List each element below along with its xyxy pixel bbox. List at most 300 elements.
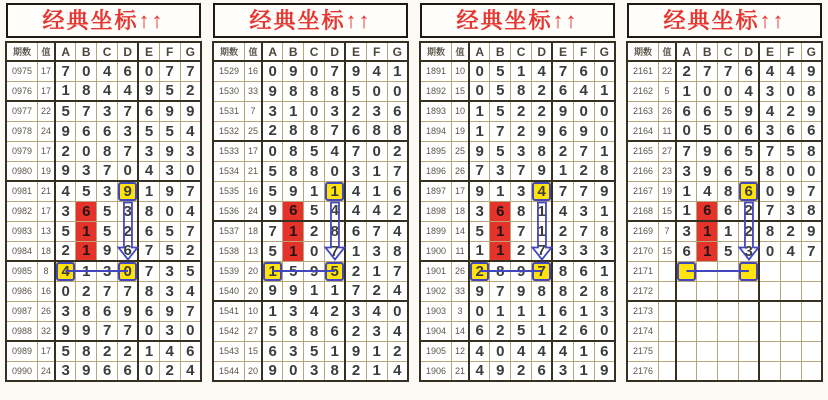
digit-cell: 4 xyxy=(345,181,366,201)
digit-cell: 1 xyxy=(676,181,697,201)
digit-cell: 7 xyxy=(55,61,76,81)
digit-cell: 5 xyxy=(159,121,180,141)
period-cell: 0988 xyxy=(6,321,38,341)
digit-cell: 2 xyxy=(180,241,201,261)
digit-cell: 2 xyxy=(345,321,366,341)
digit-cell: 2 xyxy=(780,221,801,241)
digit-cell: 1 xyxy=(138,181,159,201)
digit-cell: 0 xyxy=(180,161,201,181)
digit-cell: 0 xyxy=(801,161,822,181)
digit-cell xyxy=(780,261,801,281)
period-cell: 1894 xyxy=(420,121,452,141)
digit-cell xyxy=(759,341,780,361)
digit-cell: 9 xyxy=(573,121,594,141)
table-row xyxy=(213,341,408,361)
table-row xyxy=(627,201,822,221)
digit-cell: 1 xyxy=(325,281,346,301)
digit-cell: 3 xyxy=(469,201,490,221)
period-cell: 2162 xyxy=(627,81,659,101)
digit-cell xyxy=(759,301,780,321)
digit-cell: 2 xyxy=(552,221,573,241)
digit-cell: 5 xyxy=(55,221,76,241)
digit-cell: 6 xyxy=(718,161,739,181)
digit-cell xyxy=(739,321,760,341)
value-cell: 17 xyxy=(452,181,470,201)
digit-cell: 9 xyxy=(304,261,325,281)
column-header: E xyxy=(552,42,573,61)
digit-cell: 7 xyxy=(262,221,283,241)
value-cell: 17 xyxy=(38,201,56,221)
digit-cell: 0 xyxy=(55,281,76,301)
value-cell: 24 xyxy=(38,121,56,141)
digit-cell: 0 xyxy=(76,61,97,81)
digit-cell: 5 xyxy=(718,241,739,261)
digit-cell: 8 xyxy=(283,161,304,181)
period-cell: 1530 xyxy=(213,81,245,101)
highlight-red-cell: 1 xyxy=(76,221,97,241)
highlight-yellow-cell: 1 xyxy=(325,181,346,201)
digit-cell: 0 xyxy=(304,101,325,121)
table-row xyxy=(6,221,201,241)
table-row xyxy=(627,181,822,201)
digit-cell: 7 xyxy=(387,161,408,181)
digit-cell: 2 xyxy=(118,341,139,361)
digit-cell: 7 xyxy=(573,181,594,201)
digit-cell: 1 xyxy=(345,241,366,261)
period-cell: 2175 xyxy=(627,341,659,361)
digit-cell: 0 xyxy=(387,81,408,101)
digit-cell: 6 xyxy=(718,201,739,221)
digit-cell: 4 xyxy=(532,61,553,81)
value-cell: 21 xyxy=(452,361,470,381)
digit-cell: 1 xyxy=(573,361,594,381)
table-row xyxy=(213,301,408,321)
digit-cell: 1 xyxy=(304,181,325,201)
digit-cell: 6 xyxy=(387,101,408,121)
digit-cell: 5 xyxy=(76,181,97,201)
digit-cell: 3 xyxy=(159,281,180,301)
digit-cell: 0 xyxy=(594,61,615,81)
period-cell: 0985 xyxy=(6,261,38,281)
table-row xyxy=(6,321,201,341)
digit-cell xyxy=(801,361,822,381)
digit-cell: 9 xyxy=(469,181,490,201)
digit-cell: 1 xyxy=(366,161,387,181)
period-cell: 2171 xyxy=(627,261,659,281)
digit-cell: 2 xyxy=(366,281,387,301)
digit-cell: 7 xyxy=(76,101,97,121)
digit-cell: 2 xyxy=(76,281,97,301)
panel-title: 经典坐标↑↑ xyxy=(420,3,615,38)
digit-cell: 0 xyxy=(759,241,780,261)
digit-cell: 2 xyxy=(552,141,573,161)
digit-cell: 2 xyxy=(532,101,553,121)
digit-cell: 4 xyxy=(697,181,718,201)
column-header: E xyxy=(138,42,159,61)
digit-cell: 1 xyxy=(676,201,697,221)
digit-cell: 4 xyxy=(180,361,201,381)
column-header: C xyxy=(511,42,532,61)
value-cell: 20 xyxy=(245,281,263,301)
digit-cell: 0 xyxy=(138,61,159,81)
digit-cell: 4 xyxy=(180,281,201,301)
period-cell: 1539 xyxy=(213,261,245,281)
digit-cell: 9 xyxy=(118,301,139,321)
period-cell: 0986 xyxy=(6,281,38,301)
digit-cell: 0 xyxy=(262,141,283,161)
digit-cell: 4 xyxy=(180,121,201,141)
digit-cell: 1 xyxy=(511,301,532,321)
digit-cell: 9 xyxy=(697,161,718,181)
digit-cell: 1 xyxy=(490,301,511,321)
highlight-yellow-cell: 6 xyxy=(739,181,760,201)
digit-cell: 6 xyxy=(552,81,573,101)
digit-cell: 6 xyxy=(469,321,490,341)
table-row xyxy=(627,161,822,181)
period-cell: 0977 xyxy=(6,101,38,121)
period-cell: 0975 xyxy=(6,61,38,81)
digit-cell xyxy=(718,301,739,321)
digit-cell: 0 xyxy=(304,241,325,261)
digit-cell: 6 xyxy=(97,301,118,321)
period-cell: 2164 xyxy=(627,121,659,141)
digit-cell xyxy=(697,341,718,361)
value-cell: 10 xyxy=(452,61,470,81)
digit-cell: 4 xyxy=(118,81,139,101)
digit-cell xyxy=(759,361,780,381)
digit-cell: 5 xyxy=(55,101,76,121)
digit-cell: 1 xyxy=(138,341,159,361)
highlight-red-cell: 6 xyxy=(283,201,304,221)
digit-cell: 9 xyxy=(801,101,822,121)
table-row xyxy=(627,221,822,241)
column-header: B xyxy=(76,42,97,61)
digit-cell: 5 xyxy=(138,121,159,141)
digit-cell xyxy=(780,281,801,301)
digit-cell xyxy=(676,281,697,301)
period-cell: 1892 xyxy=(420,81,452,101)
digit-cell: 7 xyxy=(676,141,697,161)
value-cell: 8 xyxy=(38,261,56,281)
highlight-yellow-cell xyxy=(676,261,697,281)
digit-cell: 4 xyxy=(138,161,159,181)
digit-cell: 1 xyxy=(469,241,490,261)
digit-cell: 8 xyxy=(387,241,408,261)
digit-cell: 6 xyxy=(801,121,822,141)
table-row xyxy=(420,221,615,241)
digit-cell: 2 xyxy=(573,161,594,181)
highlight-red-cell: 1 xyxy=(697,221,718,241)
highlight-red-cell: 6 xyxy=(697,201,718,221)
digit-cell: 4 xyxy=(552,341,573,361)
table-row xyxy=(420,341,615,361)
digit-cell: 3 xyxy=(118,201,139,221)
digit-cell: 6 xyxy=(594,341,615,361)
highlight-yellow-cell: 2 xyxy=(469,261,490,281)
value-cell: 17 xyxy=(38,341,56,361)
digit-cell xyxy=(676,321,697,341)
digit-cell: 7 xyxy=(118,101,139,121)
period-cell: 0984 xyxy=(6,241,38,261)
digit-cell: 3 xyxy=(118,121,139,141)
digit-cell: 6 xyxy=(325,321,346,341)
digit-cell: 0 xyxy=(262,61,283,81)
digit-cell: 9 xyxy=(801,221,822,241)
digit-cell: 7 xyxy=(573,221,594,241)
digit-cell: 8 xyxy=(511,201,532,221)
column-header: C xyxy=(97,42,118,61)
table-row xyxy=(6,341,201,361)
digit-cell: 6 xyxy=(532,361,553,381)
digit-cell: 3 xyxy=(97,101,118,121)
column-header: G xyxy=(387,42,408,61)
value-cell: 20 xyxy=(245,361,263,381)
digit-cell: 4 xyxy=(345,201,366,221)
digit-cell: 3 xyxy=(676,161,697,181)
digit-cell: 7 xyxy=(552,181,573,201)
table-row xyxy=(420,121,615,141)
column-header: 值 xyxy=(452,42,470,61)
value-cell: 22 xyxy=(38,101,56,121)
column-header: A xyxy=(55,42,76,61)
digit-cell: 7 xyxy=(138,241,159,261)
highlight-red-cell: 6 xyxy=(76,201,97,221)
period-cell: 2176 xyxy=(627,361,659,381)
digit-cell: 3 xyxy=(283,341,304,361)
digit-cell: 2 xyxy=(180,81,201,101)
digit-cell: 5 xyxy=(490,141,511,161)
table-row xyxy=(213,121,408,141)
column-header: B xyxy=(697,42,718,61)
digit-cell: 5 xyxy=(159,241,180,261)
period-cell: 2165 xyxy=(627,141,659,161)
digit-cell: 4 xyxy=(55,181,76,201)
panel-title: 经典坐标↑↑ xyxy=(6,3,201,38)
digit-cell: 8 xyxy=(801,201,822,221)
digit-cell xyxy=(718,361,739,381)
column-header: G xyxy=(180,42,201,61)
digit-cell: 7 xyxy=(759,201,780,221)
value-cell: 13 xyxy=(245,241,263,261)
table-row xyxy=(213,161,408,181)
digit-cell: 2 xyxy=(490,321,511,341)
digit-cell: 7 xyxy=(118,321,139,341)
digit-cell: 7 xyxy=(490,121,511,141)
table-row xyxy=(627,241,822,261)
digit-cell: 8 xyxy=(387,121,408,141)
digit-cell: 9 xyxy=(55,161,76,181)
digit-cell: 2 xyxy=(511,121,532,141)
value-cell: 12 xyxy=(452,341,470,361)
period-cell: 1542 xyxy=(213,321,245,341)
period-cell: 0989 xyxy=(6,341,38,361)
value-cell: 14 xyxy=(452,221,470,241)
digit-cell: 2 xyxy=(676,61,697,81)
digit-cell: 7 xyxy=(97,321,118,341)
table-row xyxy=(627,61,822,81)
period-cell: 1541 xyxy=(213,301,245,321)
digit-cell: 6 xyxy=(780,121,801,141)
digit-cell: 2 xyxy=(345,261,366,281)
digit-cell: 3 xyxy=(552,241,573,261)
digit-cell: 1 xyxy=(532,301,553,321)
digit-cell: 9 xyxy=(180,101,201,121)
digit-cell: 9 xyxy=(159,181,180,201)
digit-cell: 0 xyxy=(780,161,801,181)
digit-cell: 7 xyxy=(552,61,573,81)
digit-cell: 1 xyxy=(718,221,739,241)
digit-cell: 6 xyxy=(345,221,366,241)
table-row xyxy=(420,261,615,281)
digit-cell: 6 xyxy=(138,221,159,241)
digit-cell xyxy=(780,301,801,321)
digit-cell: 7 xyxy=(511,161,532,181)
table-row xyxy=(420,101,615,121)
digit-cell: 4 xyxy=(511,341,532,361)
panel-3 xyxy=(419,3,616,397)
digit-cell: 4 xyxy=(573,81,594,101)
digit-cell: 1 xyxy=(387,61,408,81)
table-row xyxy=(420,201,615,221)
digit-cell: 1 xyxy=(676,81,697,101)
column-header: D xyxy=(325,42,346,61)
digit-cell: 5 xyxy=(180,261,201,281)
period-cell: 2166 xyxy=(627,161,659,181)
digit-cell: 4 xyxy=(366,301,387,321)
digit-cell: 6 xyxy=(552,121,573,141)
column-header: F xyxy=(366,42,387,61)
value-cell: 19 xyxy=(38,161,56,181)
period-cell: 2173 xyxy=(627,301,659,321)
digit-cell: 9 xyxy=(138,81,159,101)
digit-cell: 8 xyxy=(304,321,325,341)
digit-cell: 2 xyxy=(345,101,366,121)
digit-cell: 1 xyxy=(594,81,615,101)
column-header: 期数 xyxy=(213,42,245,61)
digit-cell: 3 xyxy=(97,181,118,201)
table-row xyxy=(6,61,201,81)
digit-cell: 1 xyxy=(594,261,615,281)
digit-cell xyxy=(739,301,760,321)
digit-cell: 0 xyxy=(676,121,697,141)
column-header: C xyxy=(718,42,739,61)
digit-cell: 2 xyxy=(387,201,408,221)
column-header: F xyxy=(780,42,801,61)
period-cell: 1534 xyxy=(213,161,245,181)
table-row xyxy=(6,361,201,381)
value-cell: 15 xyxy=(659,241,677,261)
value-cell: 11 xyxy=(659,121,677,141)
digit-cell: 2 xyxy=(262,121,283,141)
column-header: D xyxy=(739,42,760,61)
table-row xyxy=(420,181,615,201)
digit-cell: 7 xyxy=(118,281,139,301)
period-cell: 2163 xyxy=(627,101,659,121)
digit-cell: 8 xyxy=(283,81,304,101)
digit-cell: 8 xyxy=(552,281,573,301)
digit-cell: 6 xyxy=(573,61,594,81)
table-row xyxy=(627,321,822,341)
highlight-red-cell: 1 xyxy=(490,221,511,241)
digit-cell: 4 xyxy=(387,281,408,301)
value-cell: 13 xyxy=(38,221,56,241)
digit-cell: 0 xyxy=(573,101,594,121)
value-cell: 5 xyxy=(659,81,677,101)
period-cell: 0981 xyxy=(6,181,38,201)
highlight-red-cell: 6 xyxy=(490,201,511,221)
digit-cell: 8 xyxy=(366,121,387,141)
digit-cell xyxy=(739,281,760,301)
digit-cell: 7 xyxy=(325,241,346,261)
digit-cell: 1 xyxy=(532,321,553,341)
column-header: B xyxy=(283,42,304,61)
digit-cell: 0 xyxy=(780,81,801,101)
digit-cell: 1 xyxy=(262,301,283,321)
digit-cell: 3 xyxy=(55,301,76,321)
digit-cell: 9 xyxy=(697,141,718,161)
coordinate-table xyxy=(626,41,823,382)
value-cell: 16 xyxy=(245,61,263,81)
period-cell: 2169 xyxy=(627,221,659,241)
digit-cell: 9 xyxy=(594,361,615,381)
digit-cell: 0 xyxy=(759,181,780,201)
table-wrap xyxy=(5,41,202,397)
column-header: 期数 xyxy=(420,42,452,61)
value-cell: 26 xyxy=(452,261,470,281)
digit-cell: 5 xyxy=(97,221,118,241)
period-cell: 1535 xyxy=(213,181,245,201)
digit-cell: 1 xyxy=(490,181,511,201)
digit-cell: 0 xyxy=(469,81,490,101)
digit-cell: 9 xyxy=(159,141,180,161)
table-row xyxy=(420,321,615,341)
digit-cell xyxy=(697,321,718,341)
digit-cell: 5 xyxy=(490,61,511,81)
digit-cell: 6 xyxy=(118,241,139,261)
digit-cell: 3 xyxy=(739,241,760,261)
digit-cell: 8 xyxy=(594,281,615,301)
period-cell: 0983 xyxy=(6,221,38,241)
digit-cell: 3 xyxy=(97,261,118,281)
digit-cell: 6 xyxy=(739,121,760,141)
digit-cell: 3 xyxy=(366,101,387,121)
digit-cell: 8 xyxy=(532,281,553,301)
digit-cell: 3 xyxy=(366,241,387,261)
digit-cell: 8 xyxy=(283,121,304,141)
digit-cell: 1 xyxy=(552,161,573,181)
coordinate-table xyxy=(419,41,616,382)
digit-cell: 2 xyxy=(387,141,408,161)
digit-cell: 7 xyxy=(159,61,180,81)
digit-cell: 0 xyxy=(325,161,346,181)
digit-cell: 0 xyxy=(490,341,511,361)
value-cell: 10 xyxy=(452,101,470,121)
digit-cell xyxy=(718,321,739,341)
table-row xyxy=(420,141,615,161)
digit-cell: 4 xyxy=(366,201,387,221)
table-wrap xyxy=(626,41,823,397)
digit-cell: 6 xyxy=(387,181,408,201)
period-cell: 1896 xyxy=(420,161,452,181)
table-row xyxy=(213,241,408,261)
digit-cell: 4 xyxy=(780,61,801,81)
digit-cell: 3 xyxy=(573,241,594,261)
digit-cell: 1 xyxy=(573,341,594,361)
digit-cell: 8 xyxy=(594,161,615,181)
digit-cell: 3 xyxy=(345,301,366,321)
digit-cell: 8 xyxy=(325,81,346,101)
value-cell: 27 xyxy=(245,321,263,341)
